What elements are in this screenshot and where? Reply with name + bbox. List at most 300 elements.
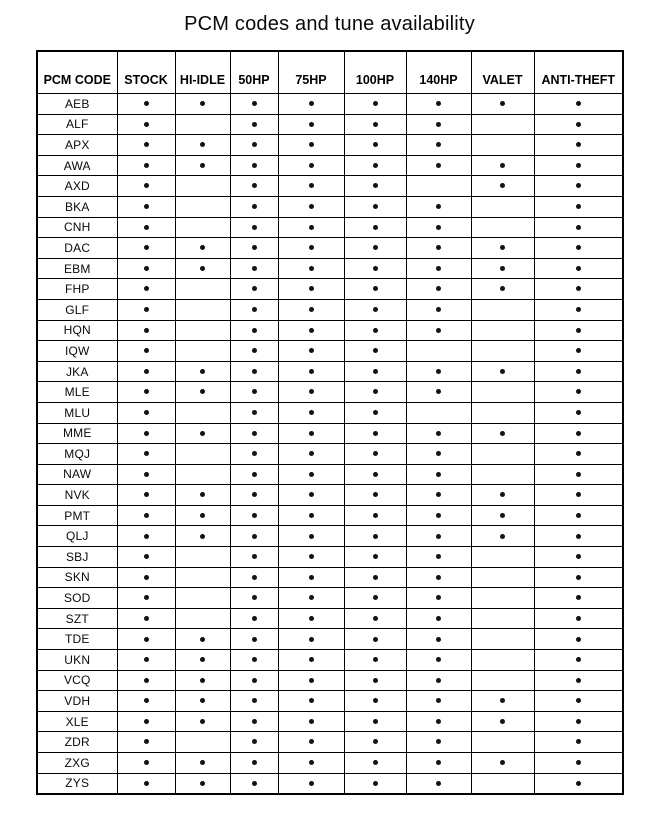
- availability-cell-stock: [117, 588, 175, 609]
- availability-cell-75hp: [278, 732, 344, 753]
- availability-cell-stock: [117, 711, 175, 732]
- pcm-code-cell: ZDR: [37, 732, 117, 753]
- availability-cell-anti-theft: [534, 464, 623, 485]
- table-row: [37, 217, 623, 238]
- table-row: [37, 320, 623, 341]
- availability-cell-140hp: [406, 547, 471, 568]
- table-row: [37, 155, 623, 176]
- availability-dot: [373, 266, 378, 271]
- availability-cell-valet: [471, 753, 534, 774]
- availability-cell-hi-idle: [175, 279, 230, 300]
- availability-dot: [500, 183, 505, 188]
- availability-cell-valet: [471, 299, 534, 320]
- availability-dot: [436, 492, 441, 497]
- availability-cell-valet: [471, 608, 534, 629]
- availability-dot: [252, 492, 257, 497]
- availability-dot: [144, 431, 149, 436]
- availability-cell-stock: [117, 402, 175, 423]
- availability-table: [36, 50, 624, 795]
- availability-dot: [500, 163, 505, 168]
- availability-dot: [373, 101, 378, 106]
- availability-cell-anti-theft: [534, 135, 623, 156]
- availability-cell-50hp: [230, 279, 278, 300]
- availability-dot: [576, 657, 581, 662]
- page-title: PCM codes and tune availability: [184, 13, 475, 35]
- availability-cell-stock: [117, 135, 175, 156]
- availability-dot: [309, 760, 314, 765]
- availability-dot: [309, 595, 314, 600]
- availability-dot: [309, 616, 314, 621]
- availability-dot: [500, 760, 505, 765]
- availability-dot: [200, 781, 205, 786]
- availability-dot: [309, 657, 314, 662]
- column-header-hi-idle: HI-IDLE: [175, 51, 230, 94]
- availability-cell-75hp: [278, 402, 344, 423]
- availability-dot: [144, 492, 149, 497]
- availability-dot: [200, 534, 205, 539]
- availability-dot: [373, 616, 378, 621]
- availability-cell-100hp: [344, 196, 406, 217]
- availability-dot: [309, 698, 314, 703]
- availability-dot: [252, 183, 257, 188]
- table-row: [37, 341, 623, 362]
- availability-dot: [436, 369, 441, 374]
- availability-cell-100hp: [344, 176, 406, 197]
- availability-cell-50hp: [230, 608, 278, 629]
- availability-cell-hi-idle: [175, 320, 230, 341]
- availability-dot: [576, 348, 581, 353]
- table-body: [37, 94, 623, 795]
- pcm-code-cell: AWA: [37, 155, 117, 176]
- availability-dot: [373, 739, 378, 744]
- availability-cell-hi-idle: [175, 423, 230, 444]
- availability-dot: [252, 739, 257, 744]
- availability-cell-stock: [117, 444, 175, 465]
- availability-dot: [252, 451, 257, 456]
- availability-cell-valet: [471, 444, 534, 465]
- availability-dot: [576, 698, 581, 703]
- availability-cell-valet: [471, 279, 534, 300]
- availability-dot: [144, 760, 149, 765]
- availability-dot: [373, 781, 378, 786]
- availability-dot: [144, 286, 149, 291]
- availability-dot: [373, 492, 378, 497]
- availability-dot: [576, 451, 581, 456]
- availability-dot: [144, 616, 149, 621]
- column-header-valet: VALET: [471, 51, 534, 94]
- availability-dot: [436, 204, 441, 209]
- table-row: [37, 196, 623, 217]
- availability-cell-stock: [117, 155, 175, 176]
- availability-dot: [373, 389, 378, 394]
- availability-dot: [309, 554, 314, 559]
- availability-dot: [373, 204, 378, 209]
- availability-dot: [144, 719, 149, 724]
- availability-cell-hi-idle: [175, 588, 230, 609]
- availability-cell-75hp: [278, 320, 344, 341]
- availability-cell-75hp: [278, 176, 344, 197]
- availability-cell-140hp: [406, 650, 471, 671]
- availability-dot: [500, 492, 505, 497]
- availability-cell-140hp: [406, 608, 471, 629]
- availability-dot: [200, 698, 205, 703]
- availability-cell-stock: [117, 629, 175, 650]
- table-row: [37, 258, 623, 279]
- availability-cell-anti-theft: [534, 773, 623, 794]
- table-row: [37, 773, 623, 794]
- availability-dot: [500, 286, 505, 291]
- availability-dot: [576, 410, 581, 415]
- availability-cell-140hp: [406, 361, 471, 382]
- availability-cell-hi-idle: [175, 773, 230, 794]
- table-row: [37, 753, 623, 774]
- availability-dot: [576, 534, 581, 539]
- availability-dot: [373, 163, 378, 168]
- availability-dot: [373, 472, 378, 477]
- availability-dot: [436, 266, 441, 271]
- availability-dot: [500, 513, 505, 518]
- availability-dot: [576, 554, 581, 559]
- availability-dot: [436, 760, 441, 765]
- availability-cell-stock: [117, 258, 175, 279]
- availability-dot: [500, 431, 505, 436]
- availability-cell-50hp: [230, 650, 278, 671]
- availability-cell-75hp: [278, 423, 344, 444]
- availability-dot: [309, 719, 314, 724]
- availability-cell-50hp: [230, 691, 278, 712]
- availability-dot: [373, 307, 378, 312]
- availability-cell-anti-theft: [534, 382, 623, 403]
- availability-cell-stock: [117, 650, 175, 671]
- availability-cell-valet: [471, 135, 534, 156]
- availability-dot: [144, 307, 149, 312]
- availability-dot: [436, 513, 441, 518]
- availability-cell-140hp: [406, 320, 471, 341]
- availability-dot: [373, 698, 378, 703]
- availability-cell-valet: [471, 547, 534, 568]
- availability-cell-valet: [471, 526, 534, 547]
- availability-cell-hi-idle: [175, 444, 230, 465]
- availability-dot: [500, 719, 505, 724]
- availability-dot: [252, 575, 257, 580]
- table-row: [37, 711, 623, 732]
- availability-dot: [144, 225, 149, 230]
- availability-dot: [576, 760, 581, 765]
- availability-dot: [309, 225, 314, 230]
- availability-cell-75hp: [278, 217, 344, 238]
- pcm-code-cell: AXD: [37, 176, 117, 197]
- availability-cell-100hp: [344, 773, 406, 794]
- availability-dot: [576, 431, 581, 436]
- pcm-code-cell: NVK: [37, 485, 117, 506]
- availability-dot: [252, 245, 257, 250]
- availability-cell-100hp: [344, 753, 406, 774]
- availability-cell-valet: [471, 341, 534, 362]
- availability-cell-valet: [471, 423, 534, 444]
- availability-dot: [576, 492, 581, 497]
- availability-cell-50hp: [230, 526, 278, 547]
- availability-cell-140hp: [406, 299, 471, 320]
- availability-cell-valet: [471, 505, 534, 526]
- pcm-code-cell: APX: [37, 135, 117, 156]
- availability-dot: [436, 245, 441, 250]
- availability-dot: [576, 122, 581, 127]
- availability-dot: [144, 637, 149, 642]
- availability-dot: [436, 431, 441, 436]
- availability-cell-50hp: [230, 464, 278, 485]
- availability-dot: [200, 163, 205, 168]
- availability-cell-50hp: [230, 670, 278, 691]
- availability-cell-140hp: [406, 505, 471, 526]
- availability-cell-valet: [471, 732, 534, 753]
- availability-cell-140hp: [406, 114, 471, 135]
- availability-cell-anti-theft: [534, 402, 623, 423]
- availability-cell-anti-theft: [534, 94, 623, 115]
- availability-cell-valet: [471, 361, 534, 382]
- availability-cell-100hp: [344, 526, 406, 547]
- availability-cell-140hp: [406, 732, 471, 753]
- availability-cell-75hp: [278, 114, 344, 135]
- availability-cell-anti-theft: [534, 608, 623, 629]
- availability-cell-stock: [117, 753, 175, 774]
- availability-dot: [252, 348, 257, 353]
- availability-dot: [252, 760, 257, 765]
- pcm-code-cell: GLF: [37, 299, 117, 320]
- availability-cell-75hp: [278, 588, 344, 609]
- availability-dot: [144, 163, 149, 168]
- availability-dot: [309, 781, 314, 786]
- availability-dot: [436, 719, 441, 724]
- availability-cell-anti-theft: [534, 650, 623, 671]
- availability-cell-75hp: [278, 505, 344, 526]
- availability-cell-100hp: [344, 238, 406, 259]
- availability-cell-140hp: [406, 135, 471, 156]
- availability-cell-stock: [117, 196, 175, 217]
- availability-cell-140hp: [406, 238, 471, 259]
- availability-cell-anti-theft: [534, 547, 623, 568]
- availability-dot: [144, 389, 149, 394]
- availability-dot: [309, 739, 314, 744]
- column-header-50hp: 50HP: [230, 51, 278, 94]
- availability-cell-50hp: [230, 629, 278, 650]
- availability-dot: [252, 163, 257, 168]
- availability-cell-stock: [117, 608, 175, 629]
- availability-dot: [576, 266, 581, 271]
- availability-dot: [200, 513, 205, 518]
- availability-cell-100hp: [344, 258, 406, 279]
- column-header-stock: STOCK: [117, 51, 175, 94]
- availability-cell-stock: [117, 320, 175, 341]
- availability-dot: [373, 513, 378, 518]
- availability-cell-75hp: [278, 94, 344, 115]
- table-row: [37, 361, 623, 382]
- table-row: [37, 691, 623, 712]
- availability-dot: [373, 451, 378, 456]
- header-row: [37, 51, 623, 94]
- availability-cell-100hp: [344, 114, 406, 135]
- availability-cell-75hp: [278, 196, 344, 217]
- availability-dot: [373, 554, 378, 559]
- availability-cell-75hp: [278, 279, 344, 300]
- availability-dot: [309, 389, 314, 394]
- availability-cell-75hp: [278, 155, 344, 176]
- pcm-code-cell: ZXG: [37, 753, 117, 774]
- availability-dot: [373, 348, 378, 353]
- availability-cell-75hp: [278, 341, 344, 362]
- availability-cell-50hp: [230, 485, 278, 506]
- availability-dot: [252, 637, 257, 642]
- availability-dot: [436, 451, 441, 456]
- availability-dot: [309, 266, 314, 271]
- availability-dot: [309, 534, 314, 539]
- table-row: [37, 608, 623, 629]
- availability-dot: [576, 513, 581, 518]
- availability-cell-hi-idle: [175, 526, 230, 547]
- availability-cell-100hp: [344, 279, 406, 300]
- availability-dot: [576, 369, 581, 374]
- availability-cell-100hp: [344, 299, 406, 320]
- availability-cell-valet: [471, 629, 534, 650]
- availability-cell-anti-theft: [534, 505, 623, 526]
- availability-dot: [200, 245, 205, 250]
- availability-cell-100hp: [344, 94, 406, 115]
- table-row: [37, 444, 623, 465]
- availability-dot: [436, 163, 441, 168]
- availability-dot: [200, 431, 205, 436]
- availability-dot: [144, 101, 149, 106]
- pcm-code-cell: ALF: [37, 114, 117, 135]
- availability-dot: [576, 575, 581, 580]
- availability-cell-hi-idle: [175, 258, 230, 279]
- availability-cell-stock: [117, 485, 175, 506]
- availability-cell-100hp: [344, 629, 406, 650]
- availability-cell-140hp: [406, 629, 471, 650]
- availability-dot: [373, 225, 378, 230]
- availability-dot: [144, 657, 149, 662]
- availability-dot: [144, 245, 149, 250]
- table-row: [37, 176, 623, 197]
- availability-dot: [436, 616, 441, 621]
- availability-cell-50hp: [230, 361, 278, 382]
- table-row: [37, 732, 623, 753]
- availability-dot: [252, 472, 257, 477]
- availability-cell-100hp: [344, 361, 406, 382]
- availability-dot: [144, 328, 149, 333]
- availability-cell-valet: [471, 567, 534, 588]
- availability-cell-140hp: [406, 464, 471, 485]
- availability-dot: [309, 245, 314, 250]
- availability-cell-valet: [471, 402, 534, 423]
- availability-dot: [500, 101, 505, 106]
- availability-cell-anti-theft: [534, 588, 623, 609]
- availability-dot: [200, 389, 205, 394]
- availability-cell-100hp: [344, 135, 406, 156]
- availability-cell-stock: [117, 732, 175, 753]
- availability-dot: [373, 369, 378, 374]
- availability-dot: [436, 595, 441, 600]
- availability-cell-100hp: [344, 505, 406, 526]
- availability-cell-stock: [117, 773, 175, 794]
- availability-cell-140hp: [406, 94, 471, 115]
- availability-cell-valet: [471, 650, 534, 671]
- availability-dot: [144, 554, 149, 559]
- availability-dot: [500, 534, 505, 539]
- availability-cell-anti-theft: [534, 279, 623, 300]
- table-row: [37, 485, 623, 506]
- availability-cell-100hp: [344, 567, 406, 588]
- availability-dot: [144, 183, 149, 188]
- pcm-code-cell: JKA: [37, 361, 117, 382]
- availability-cell-stock: [117, 361, 175, 382]
- availability-cell-75hp: [278, 444, 344, 465]
- availability-dot: [309, 307, 314, 312]
- availability-dot: [576, 142, 581, 147]
- availability-dot: [576, 739, 581, 744]
- availability-dot: [200, 266, 205, 271]
- availability-cell-75hp: [278, 650, 344, 671]
- availability-cell-hi-idle: [175, 670, 230, 691]
- availability-cell-valet: [471, 114, 534, 135]
- pcm-code-cell: MLE: [37, 382, 117, 403]
- availability-cell-140hp: [406, 155, 471, 176]
- availability-cell-100hp: [344, 485, 406, 506]
- availability-cell-anti-theft: [534, 258, 623, 279]
- availability-cell-75hp: [278, 258, 344, 279]
- availability-dot: [252, 513, 257, 518]
- availability-dot: [373, 657, 378, 662]
- availability-cell-140hp: [406, 444, 471, 465]
- availability-cell-hi-idle: [175, 608, 230, 629]
- availability-dot: [373, 678, 378, 683]
- availability-cell-100hp: [344, 402, 406, 423]
- table-row: [37, 547, 623, 568]
- availability-dot: [576, 101, 581, 106]
- availability-cell-anti-theft: [534, 196, 623, 217]
- availability-dot: [252, 225, 257, 230]
- availability-cell-anti-theft: [534, 670, 623, 691]
- pcm-code-cell: EBM: [37, 258, 117, 279]
- availability-cell-hi-idle: [175, 629, 230, 650]
- availability-cell-140hp: [406, 217, 471, 238]
- availability-dot: [144, 142, 149, 147]
- availability-cell-140hp: [406, 753, 471, 774]
- availability-cell-valet: [471, 176, 534, 197]
- availability-dot: [576, 225, 581, 230]
- availability-cell-100hp: [344, 444, 406, 465]
- availability-dot: [252, 698, 257, 703]
- availability-dot: [309, 369, 314, 374]
- availability-cell-50hp: [230, 567, 278, 588]
- availability-cell-anti-theft: [534, 299, 623, 320]
- availability-dot: [309, 431, 314, 436]
- availability-cell-140hp: [406, 196, 471, 217]
- availability-dot: [144, 575, 149, 580]
- availability-cell-anti-theft: [534, 732, 623, 753]
- availability-dot: [373, 328, 378, 333]
- availability-cell-75hp: [278, 526, 344, 547]
- pcm-code-cell: BKA: [37, 196, 117, 217]
- availability-dot: [309, 678, 314, 683]
- pcm-code-cell: SBJ: [37, 547, 117, 568]
- availability-cell-100hp: [344, 732, 406, 753]
- availability-cell-valet: [471, 485, 534, 506]
- availability-cell-stock: [117, 547, 175, 568]
- availability-cell-50hp: [230, 732, 278, 753]
- table-row: [37, 402, 623, 423]
- availability-cell-hi-idle: [175, 402, 230, 423]
- availability-cell-stock: [117, 691, 175, 712]
- availability-cell-75hp: [278, 567, 344, 588]
